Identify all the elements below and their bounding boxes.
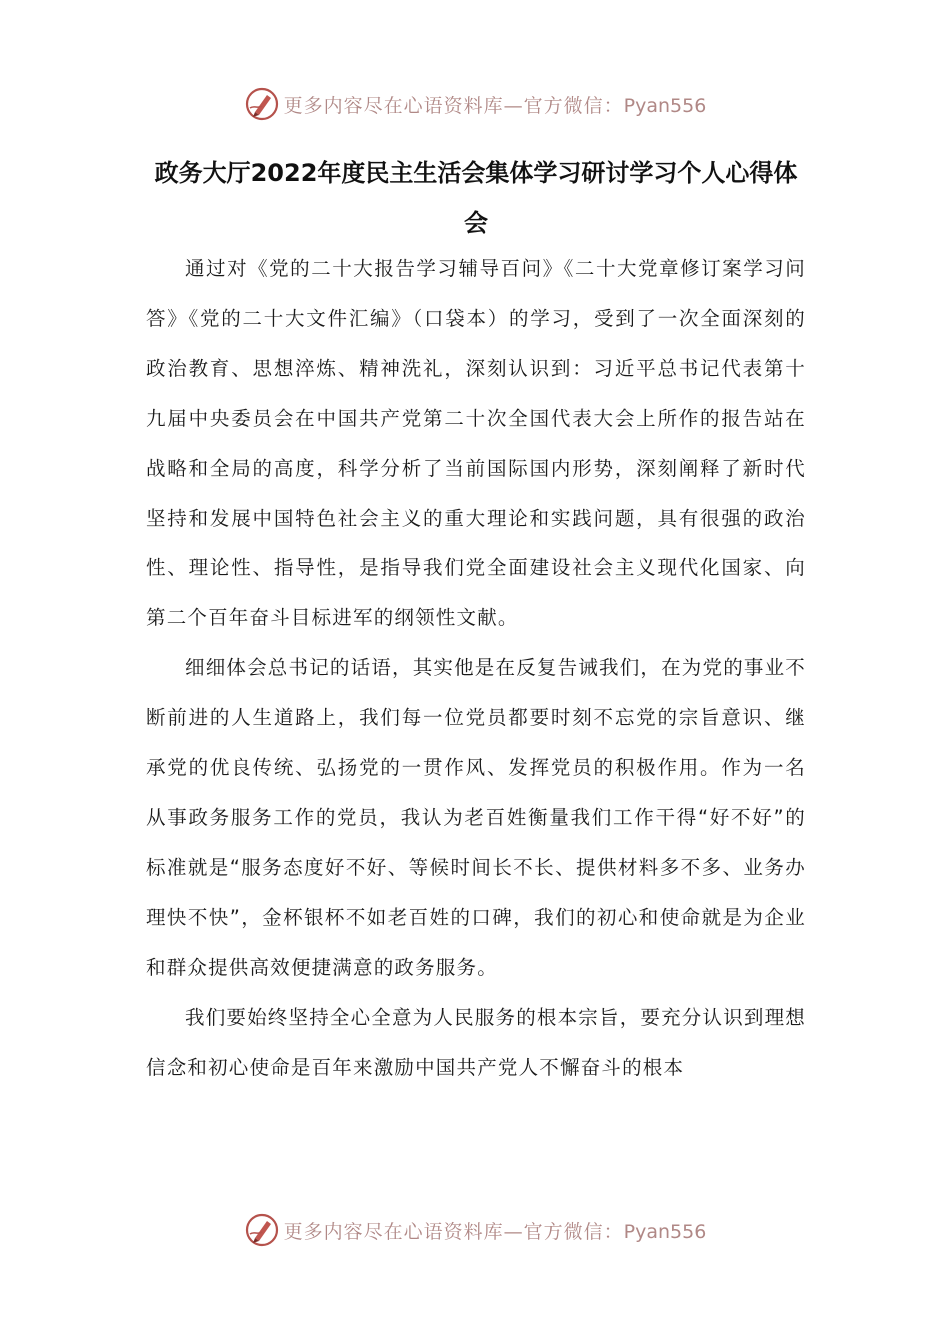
paragraph-1: 通过对《党的二十大报告学习辅导百问》《二十大党章修订案学习问答》《党的二十大文件汇编》（口袋本）的学习，受到了一次全面深刻的政治教育、思想淬炼、精神洗礼，深刻认识到：习近平总书记代表第十九届中央委员会在中国共产党第二十次全国代表大会上所作的报告站在战略和全局的高度，科学分析了当前国际国内形势，深刻阐释了新时代坚持和发展中国特色社会主义的重大理论和实践问题，具有很强的政治性、理论性、指导性，是指导我们党全面建设社会主义现代化国家、向第二个百年奋斗目标进军的纲领性文献。 [146, 257, 806, 630]
wechat-id: Pyan556 [623, 1220, 707, 1243]
document-body [146, 244, 806, 1092]
document-title: 政务大厅2022年度民主生活会集体学习研讨学习个人心得体会 [154, 159, 798, 237]
watermark-label: 更多内容尽在心语资料库—官方微信： [283, 1220, 624, 1243]
watermark-label: 更多内容尽在心语资料库—官方微信： [283, 94, 624, 117]
wechat-id: Pyan556 [623, 94, 707, 117]
paragraph-2: 细细体会总书记的话语，其实他是在反复告诫我们，在为党的事业不断前进的人生道路上，我们每一位党员都要时刻不忘党的宗旨意识、继承党的优良传统、弘扬党的一贯作风、发挥党员的积极作用。作为一名从事政务服务工作的党员，我认为老百姓衡量我们工作干得“好不好”的标准就是“服务态度好不好、等候时间长不长、提供材料多不多、业务办理快不快”，金杯银杯不如老百姓的口碑，我们的初心和使命就是为企业和群众提供高效便捷满意的政务服务。 [146, 656, 807, 979]
pen-nib-logo-icon [244, 86, 280, 122]
header-watermark-banner [0, 82, 950, 126]
watermark-text [284, 91, 707, 118]
footer-watermark-banner [0, 1208, 950, 1252]
pen-nib-logo-icon [244, 1212, 280, 1248]
paragraph-3: 我们要始终坚持全心全意为人民服务的根本宗旨，要充分认识到理想信念和初心使命是百年来激励中国共产党人不懈奋斗的根本 [146, 1005, 807, 1079]
watermark-text [284, 1217, 707, 1244]
